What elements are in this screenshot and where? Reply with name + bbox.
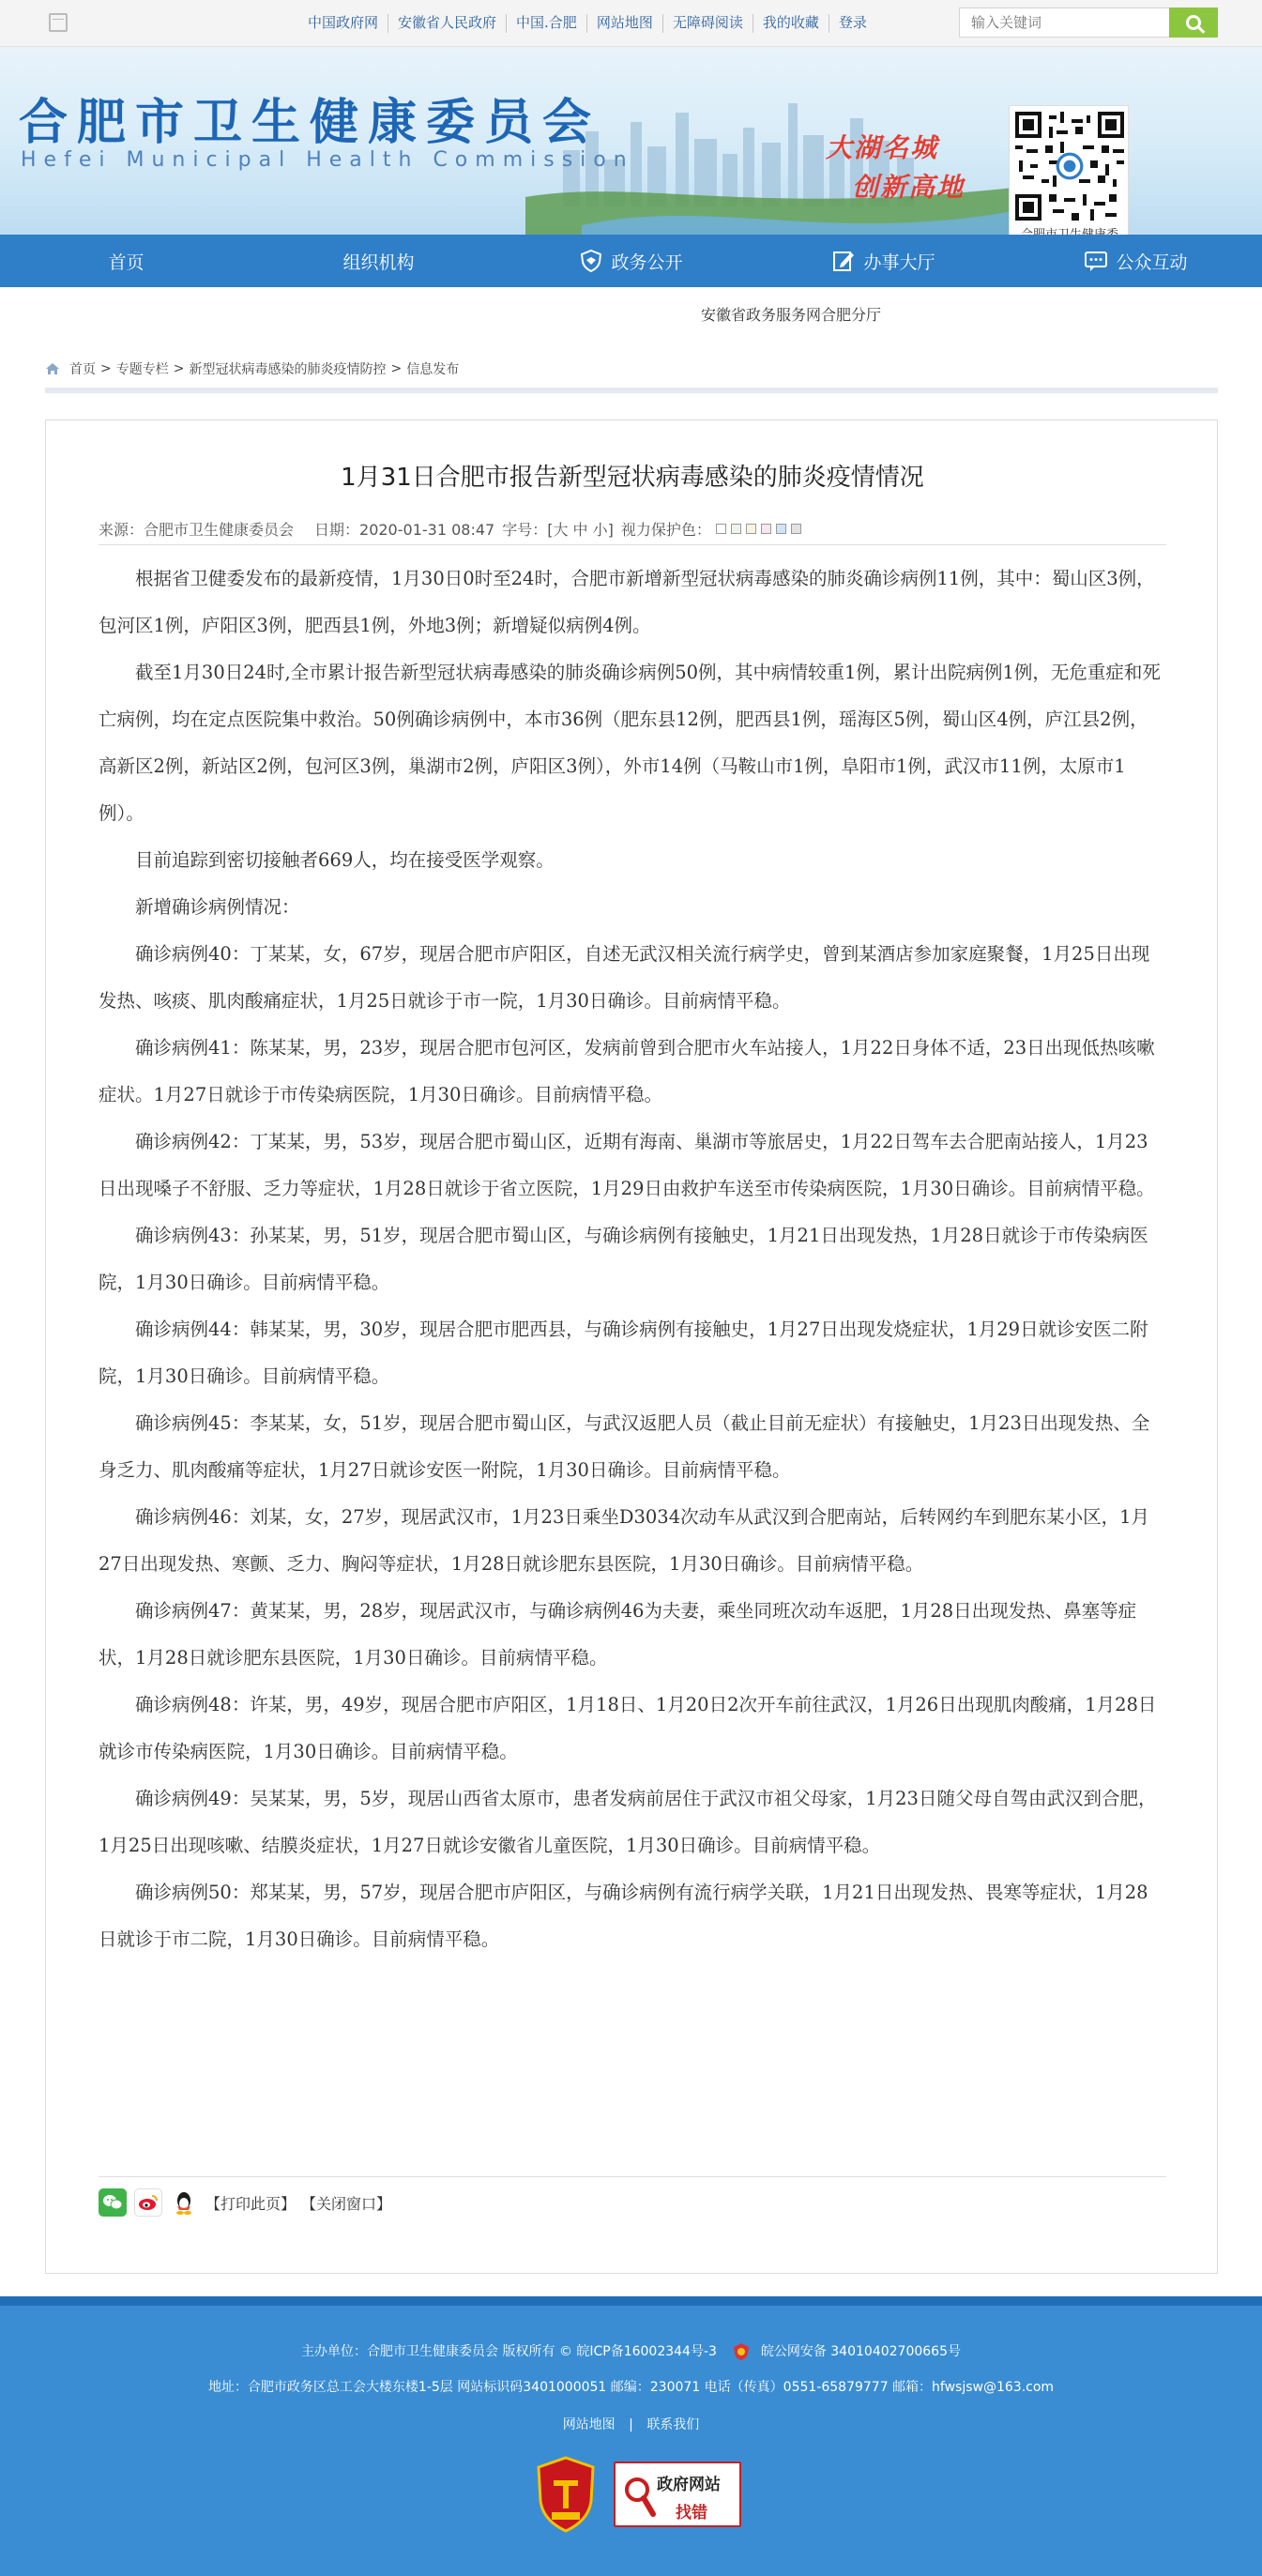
site-title: 合肥市卫生健康委员会 bbox=[19, 95, 601, 151]
footer-link-contact[interactable]: 联系我们 bbox=[646, 2417, 700, 2432]
eye-protection-label: 视力保护色： bbox=[620, 521, 711, 539]
eye-color-swatch[interactable] bbox=[776, 524, 786, 534]
footer-line-address: 地址：合肥市政务区总工会大楼东楼1-5层 网站标识码3401000051 邮编：230071 电话（传真）0551-65879777 邮箱：hfwsjsw@163.com bbox=[207, 2380, 1055, 2395]
nav-item-label: 办事大厅 bbox=[863, 252, 935, 273]
breadcrumb-separator: > bbox=[173, 361, 185, 376]
wechat-icon[interactable] bbox=[99, 2188, 127, 2217]
article-paragraph: 确诊病例42：丁某某，男，53岁，现居合肥市蜀山区，近期有海南、巢湖市等旅居史，1月22日驾车去合肥南站接人，1月23日出现嗓子不舒服、乏力等症状，1月28日就诊于省立医院，1月29日由救护车送至市传染病医院，1月30日确诊。目前病情平稳。 bbox=[99, 1131, 1155, 1199]
article-paragraph: 确诊病例44：韩某某，男，30岁，现居合肥市肥西县，与确诊病例有接触史，1月27日出现发烧症状，1月29日就诊安医二附院，1月30日确诊。目前病情平稳。 bbox=[99, 1318, 1148, 1387]
edit-icon bbox=[831, 249, 856, 273]
print-button[interactable]: 【打印此页】 bbox=[205, 2194, 296, 2213]
party-gov-badge-icon[interactable] bbox=[535, 2456, 597, 2533]
police-badge-icon bbox=[732, 2342, 751, 2361]
article-paragraph: 确诊病例48：许某，男，49岁，现居合肥市庐阳区，1月18日、1月20日2次开车前往武汉，1月26日出现肌肉酸痛，1月28日就诊市传染病医院，1月30日确诊。目前病情平稳。 bbox=[99, 1694, 1157, 1762]
article-paragraph: 确诊病例40：丁某某，女，67岁，现居合肥市庐阳区，自述无武汉相关流行病学史，曾到某酒店参加家庭聚餐，1月25日出现发热、咳痰、肌肉酸痛症状，1月25日就诊于市一院，1月30日确诊。目前病情平稳。 bbox=[99, 943, 1150, 1012]
banner bbox=[0, 47, 1262, 235]
breadcrumb-item-topics[interactable]: 专题专栏 bbox=[115, 362, 169, 377]
footer-links: 网站地图 | 联系我们 bbox=[562, 2417, 700, 2432]
breadcrumb-item-info[interactable]: 信息发布 bbox=[406, 362, 460, 377]
magnifier-icon bbox=[623, 2475, 655, 2518]
footer-line-sponsor: 主办单位：合肥市卫生健康委员会 版权所有 © 皖ICP备16002344号-3 皖公网安备 34010402700665号 bbox=[301, 2344, 961, 2359]
footer-police-record[interactable]: 皖公网安备 34010402700665号 bbox=[760, 2344, 961, 2359]
close-window-button[interactable]: 【关闭窗口】 bbox=[301, 2194, 392, 2213]
meta-source: 来源：合肥市卫生健康委员会 bbox=[99, 521, 295, 539]
article-body bbox=[99, 556, 1166, 1963]
article-paragraph: 确诊病例47：黄某某，男，28岁，现居武汉市，与确诊病例46为夫妻，乘坐同班次动车返肥，1月28日出现发热、鼻塞等症状，1月28日就诊肥东县医院，1月30日确诊。目前病情平稳。 bbox=[99, 1600, 1137, 1669]
eye-color-swatch[interactable] bbox=[761, 524, 771, 534]
top-links bbox=[308, 14, 876, 33]
article-paragraph: 新增确诊病例情况： bbox=[135, 896, 300, 918]
nav-item-gov-affairs[interactable] bbox=[505, 235, 757, 287]
footer-link-sitemap[interactable]: 网站地图 bbox=[562, 2417, 616, 2432]
eye-color-swatch[interactable] bbox=[716, 524, 726, 534]
article-paragraph: 截至1月30日24时,全市累计报告新型冠状病毒感染的肺炎确诊病例50例，其中病情较重1例，累计出院病例1例，无危重症和死亡病例，均在定点医院集中救治。50例确诊病例中，本市36例（肥东县12例，肥西县1例，瑶海区5例，蜀山区4例，庐江县2例，高新区2例，新站区2例，包河区3例，巢湖市2例，庐阳区3例），外市14例（马鞍山市1例，阜阳市1例，武汉市11例，太原市1例）。 bbox=[99, 662, 1161, 824]
service-network-link[interactable]: 安徽省政务服务网合肥分厅 bbox=[701, 306, 882, 324]
meta-date: 日期：2020-01-31 08:47 bbox=[314, 521, 495, 539]
breadcrumb-separator: > bbox=[390, 361, 403, 376]
nav-item-service-hall[interactable] bbox=[757, 235, 1010, 287]
top-link-login[interactable]: 登录 bbox=[829, 14, 876, 33]
gov-badge-subtitle: 找错 bbox=[676, 2504, 707, 2523]
eye-color-swatch[interactable] bbox=[791, 524, 801, 534]
share-divider bbox=[99, 2176, 1166, 2177]
home-icon bbox=[45, 362, 60, 375]
top-link-sitemap[interactable]: 网站地图 bbox=[586, 14, 662, 33]
top-bar bbox=[0, 0, 1262, 47]
meta-divider bbox=[99, 544, 1166, 545]
nav-item-organization[interactable] bbox=[252, 235, 505, 287]
breadcrumb bbox=[45, 359, 459, 378]
qq-icon[interactable] bbox=[170, 2188, 198, 2217]
search-input[interactable] bbox=[959, 8, 1171, 38]
article-paragraph: 确诊病例45：李某某，女，51岁，现居合肥市蜀山区，与武汉返肥人员（截止目前无症状）有接触史，1月23日出现发热、全身乏力、肌肉酸痛等症状，1月27日就诊安医一附院，1月30日确诊。目前病情平稳。 bbox=[99, 1412, 1150, 1481]
slogan-line2: 创新高地 bbox=[852, 172, 966, 203]
article-panel bbox=[45, 419, 1218, 2274]
footer-badges bbox=[535, 2456, 741, 2533]
gov-badge-title: 政府网站 bbox=[657, 2476, 721, 2494]
main-nav bbox=[0, 235, 1262, 287]
gov-website-error-report[interactable] bbox=[614, 2462, 741, 2527]
font-size-control[interactable]: 字号：[大 中 小] bbox=[502, 521, 614, 539]
search-button[interactable] bbox=[1169, 8, 1218, 38]
top-link-hefei[interactable]: 中国.合肥 bbox=[506, 14, 586, 33]
top-link-gov-cn[interactable]: 中国政府网 bbox=[308, 14, 379, 31]
top-link-anhui-gov[interactable]: 安徽省人民政府 bbox=[388, 14, 506, 33]
search-icon bbox=[1186, 15, 1201, 30]
slogan-line1: 大湖名城 bbox=[826, 132, 939, 163]
article-title: 1月31日合肥市报告新型冠状病毒感染的肺炎疫情情况 bbox=[341, 464, 924, 492]
nav-item-label: 政务公开 bbox=[611, 252, 683, 273]
article-paragraph: 目前追踪到密切接触者669人，均在接受医学观察。 bbox=[135, 849, 555, 871]
chat-icon bbox=[1084, 249, 1108, 273]
weibo-icon[interactable] bbox=[134, 2188, 162, 2217]
article-paragraph: 确诊病例46：刘某，女，27岁，现居武汉市，1月23日乘坐D3034次动车从武汉到合肥南站，后转网约车到肥东某小区，1月27日出现发热、寒颤、乏力、胸闷等症状，1月28日就诊肥东县医院，1月30日确诊。目前病情平稳。 bbox=[99, 1506, 1150, 1575]
site-title-english: Hefei Municipal Health Commission bbox=[21, 148, 634, 172]
top-link-accessibility[interactable]: 无障碍阅读 bbox=[662, 14, 753, 33]
nav-item-interaction[interactable] bbox=[1010, 235, 1262, 287]
breadcrumb-divider bbox=[45, 388, 1218, 393]
article-paragraph: 确诊病例50：郑某某，男，57岁，现居合肥市庐阳区，与确诊病例有流行病学关联，1月21日出现发热、畏寒等症状，1月28日就诊于市二院，1月30日确诊。目前病情平稳。 bbox=[99, 1882, 1148, 1950]
article-paragraph: 根据省卫健委发布的最新疫情，1月30日0时至24时，合肥市新增新型冠状病毒感染的肺炎确诊病例11例，其中：蜀山区3例，包河区1例，庐阳区3例，肥西县1例，外地3例；新增疑似病例4例。 bbox=[99, 568, 1155, 636]
qr-code-icon bbox=[1015, 112, 1124, 221]
top-link-favorites[interactable]: 我的收藏 bbox=[753, 14, 829, 33]
calendar-icon bbox=[49, 13, 68, 32]
share-bar bbox=[99, 2187, 391, 2218]
breadcrumb-item-home[interactable]: 首页 bbox=[69, 362, 96, 377]
eye-color-swatch[interactable] bbox=[746, 524, 756, 534]
breadcrumb-item-epidemic[interactable]: 新型冠状病毒感染的肺炎疫情防控 bbox=[189, 362, 387, 377]
eye-color-swatch[interactable] bbox=[731, 524, 741, 534]
article-paragraph: 确诊病例49：吴某某，男，5岁，现居山西省太原市，患者发病前居住于武汉市祖父母家，1月23日随父母自驾由武汉到合肥，1月25日出现咳嗽、结膜炎症状，1月27日就诊安徽省儿童医院，1月30日确诊。目前病情平稳。 bbox=[99, 1788, 1157, 1856]
nav-item-label: 组织机构 bbox=[342, 252, 415, 273]
nav-item-home[interactable] bbox=[0, 235, 252, 287]
article-meta bbox=[99, 518, 801, 540]
article-paragraph: 确诊病例41：陈某某，男，23岁，现居合肥市包河区，发病前曾到合肥市火车站接人，1月22日身体不适，23日出现低热咳嗽症状。1月27日就诊于市传染病医院，1月30日确诊。目前病情平稳。 bbox=[99, 1037, 1155, 1105]
shield-icon bbox=[579, 249, 603, 273]
breadcrumb-separator: > bbox=[100, 361, 112, 376]
nav-item-label: 首页 bbox=[108, 252, 144, 273]
article-paragraph: 确诊病例43：孙某某，男，51岁，现居合肥市蜀山区，与确诊病例有接触史，1月21日出现发热，1月28日就诊于市传染病医院，1月30日确诊。目前病情平稳。 bbox=[99, 1225, 1148, 1293]
nav-item-label: 公众互动 bbox=[1116, 252, 1188, 273]
footer bbox=[0, 2296, 1262, 2576]
